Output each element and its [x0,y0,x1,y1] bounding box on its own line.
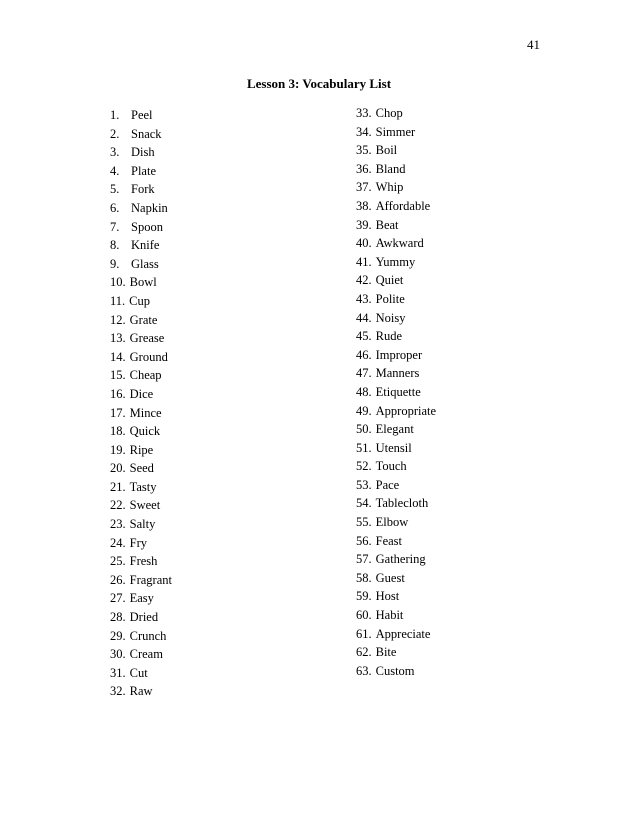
item-number: 58. [356,570,372,585]
vocabulary-item [356,457,436,476]
item-number: 47. [356,366,372,381]
item-number: 4. [110,163,120,178]
item-number: 43. [356,291,372,306]
item-number: 32. [110,684,126,699]
vocabulary-item [110,385,172,404]
item-number: 1. [110,108,120,122]
vocabulary-item [110,552,172,571]
item-word: Sweet [129,498,161,513]
vocabulary-item [110,534,172,553]
vocabulary-item [110,496,172,515]
item-word: Bland [375,161,406,176]
item-word: Habit [375,608,404,623]
item-word: Awkward [375,236,424,251]
vocabulary-item [356,160,436,179]
item-word: Grease [129,331,165,346]
vocabulary-item [110,422,172,441]
item-number: 7. [110,219,120,234]
vocabulary-item [356,569,436,588]
item-number: 41. [356,254,372,269]
vocabulary-item [356,606,436,625]
vocabulary-item [110,125,172,144]
item-word: Beat [375,217,399,232]
item-word: Fragrant [129,572,172,587]
vocabulary-item [356,364,436,383]
item-number: 17. [110,405,126,420]
item-word: Custom [375,663,415,678]
vocabulary-item [356,141,436,160]
vocabulary-item [110,682,172,701]
item-number: 26. [110,572,126,587]
item-word: Plate [131,163,156,178]
item-word: Elegant [375,422,414,437]
vocabulary-item [110,180,172,199]
vocabulary-item [110,404,172,423]
vocabulary-item [110,478,172,497]
item-number: 23. [110,517,126,532]
item-word: Cream [129,647,163,662]
item-word: Dice [129,386,154,401]
vocabulary-item [110,366,172,385]
item-number: 16. [110,386,126,401]
item-word: Appreciate [375,626,431,641]
item-word: Etiquette [375,384,421,399]
item-number: 62. [356,645,372,660]
item-word: Cup [129,293,151,308]
item-word: Mince [129,405,162,420]
item-number: 14. [110,349,126,364]
item-number: 2. [110,126,120,141]
item-word: Utensil [375,440,412,455]
vocabulary-item [356,587,436,606]
item-word: Improper [375,347,423,362]
item-number: 19. [110,442,126,457]
item-number: 44. [356,310,372,325]
item-number: 29. [110,628,126,643]
vocabulary-item [110,292,172,311]
item-word: Ground [129,349,168,364]
item-word: Glass [131,256,159,271]
vocabulary-item [356,643,436,662]
vocabulary-item [356,290,436,309]
item-number: 13. [110,331,126,346]
vocabulary-item [356,550,436,569]
item-number: 51. [356,440,372,455]
vocabulary-item [110,459,172,478]
vocabulary-item [110,441,172,460]
vocabulary-item [110,106,172,125]
item-word: Cut [129,665,148,680]
item-word: Quick [129,424,161,439]
item-number: 22. [110,498,126,513]
item-number: 21. [110,479,126,494]
vocabulary-item [110,589,172,608]
item-number: 33. [356,106,372,120]
item-number: 54. [356,496,372,511]
vocabulary-item [356,178,436,197]
vocabulary-item [110,645,172,664]
item-word: Tablecloth [375,496,429,511]
vocabulary-item [110,218,172,237]
vocabulary-item [110,664,172,683]
item-number: 5. [110,182,120,197]
item-word: Cheap [129,368,162,383]
item-word: Dish [131,145,155,160]
item-number: 18. [110,424,126,439]
item-number: 10. [110,275,126,290]
vocabulary-item [110,571,172,590]
item-number: 40. [356,236,372,251]
item-word: Grate [129,312,158,327]
vocabulary-item [110,273,172,292]
vocabulary-item [356,346,436,365]
item-number: 50. [356,422,372,437]
page-number: 41 [527,37,540,52]
item-word: Chop [375,106,403,120]
vocabulary-item [356,513,436,532]
item-number: 57. [356,552,372,567]
item-number: 30. [110,647,126,662]
item-word: Manners [375,366,420,381]
item-word: Boil [375,143,398,158]
item-word: Fork [131,182,155,197]
item-word: Seed [129,461,154,476]
item-number: 48. [356,384,372,399]
item-number: 46. [356,347,372,362]
vocabulary-item [356,216,436,235]
item-number: 34. [356,124,372,139]
item-word: Appropriate [375,403,437,418]
item-number: 39. [356,217,372,232]
item-number: 61. [356,626,372,641]
item-word: Napkin [131,200,168,215]
item-number: 11. [110,293,126,308]
vocabulary-item [110,627,172,646]
vocabulary-item [356,309,436,328]
item-number: 49. [356,403,372,418]
vocabulary-item [356,662,436,681]
item-word: Whip [375,180,404,195]
item-word: Rude [375,329,403,344]
vocabulary-item [110,608,172,627]
item-word: Feast [375,533,403,548]
item-word: Snack [131,126,162,141]
vocabulary-item [356,402,436,421]
item-number: 15. [110,368,126,383]
item-word: Fresh [129,554,158,569]
item-number: 20. [110,461,126,476]
item-word: Host [375,589,400,604]
item-number: 56. [356,533,372,548]
item-number: 36. [356,161,372,176]
item-number: 45. [356,329,372,344]
item-number: 6. [110,200,120,215]
vocabulary-item [110,199,172,218]
item-word: Fry [129,535,147,550]
item-number: 28. [110,610,126,625]
vocabulary-item [356,476,436,495]
item-number: 25. [110,554,126,569]
item-word: Noisy [375,310,406,325]
item-word: Elbow [375,515,409,530]
vocabulary-item [356,234,436,253]
vocabulary-item [356,327,436,346]
item-number: 52. [356,459,372,474]
item-word: Tasty [129,479,157,494]
item-word: Spoon [131,219,163,234]
item-number: 8. [110,238,120,253]
item-word: Touch [375,459,407,474]
item-word: Crunch [129,628,167,643]
item-number: 53. [356,477,372,492]
vocabulary-item [110,162,172,181]
item-word: Raw [129,684,153,699]
item-number: 63. [356,663,372,678]
item-word: Affordable [375,198,431,213]
item-number: 60. [356,608,372,623]
item-word: Ripe [129,442,154,457]
item-word: Quiet [375,273,404,288]
vocabulary-item [356,104,436,123]
vocabulary-item [110,311,172,330]
item-number: 37. [356,180,372,195]
item-number: 38. [356,198,372,213]
vocabulary-item [110,143,172,162]
item-number: 12. [110,312,126,327]
vocabulary-item [110,515,172,534]
item-word: Bowl [129,275,157,290]
item-word: Salty [129,517,156,532]
page-title: Lesson 3: Vocabulary List [246,76,392,91]
vocabulary-list-right [356,104,436,680]
item-number: 3. [110,145,120,160]
vocabulary-item [356,271,436,290]
item-number: 31. [110,665,126,680]
item-number: 24. [110,535,126,550]
item-number: 27. [110,591,126,606]
vocabulary-item [356,420,436,439]
item-word: Simmer [375,124,416,139]
vocabulary-list-left [110,106,172,701]
vocabulary-item [356,383,436,402]
item-word: Yummy [375,254,416,269]
item-number: 42. [356,273,372,288]
item-number: 59. [356,589,372,604]
item-word: Pace [375,477,400,492]
item-word: Peel [131,108,153,122]
vocabulary-item [110,255,172,274]
vocabulary-item [110,329,172,348]
item-word: Dried [129,610,159,625]
vocabulary-item [356,253,436,272]
item-word: Gathering [375,552,426,567]
vocabulary-item [110,236,172,255]
vocabulary-item [356,494,436,513]
item-word: Easy [129,591,154,606]
vocabulary-item [356,532,436,551]
item-number: 35. [356,143,372,158]
item-number: 55. [356,515,372,530]
item-word: Knife [131,238,160,253]
item-number: 9. [110,256,120,271]
vocabulary-item [356,625,436,644]
vocabulary-item [356,197,436,216]
item-word: Bite [375,645,397,660]
vocabulary-item [356,123,436,142]
vocabulary-item [356,439,436,458]
item-word: Guest [375,570,405,585]
item-word: Polite [375,291,405,306]
vocabulary-item [110,348,172,367]
